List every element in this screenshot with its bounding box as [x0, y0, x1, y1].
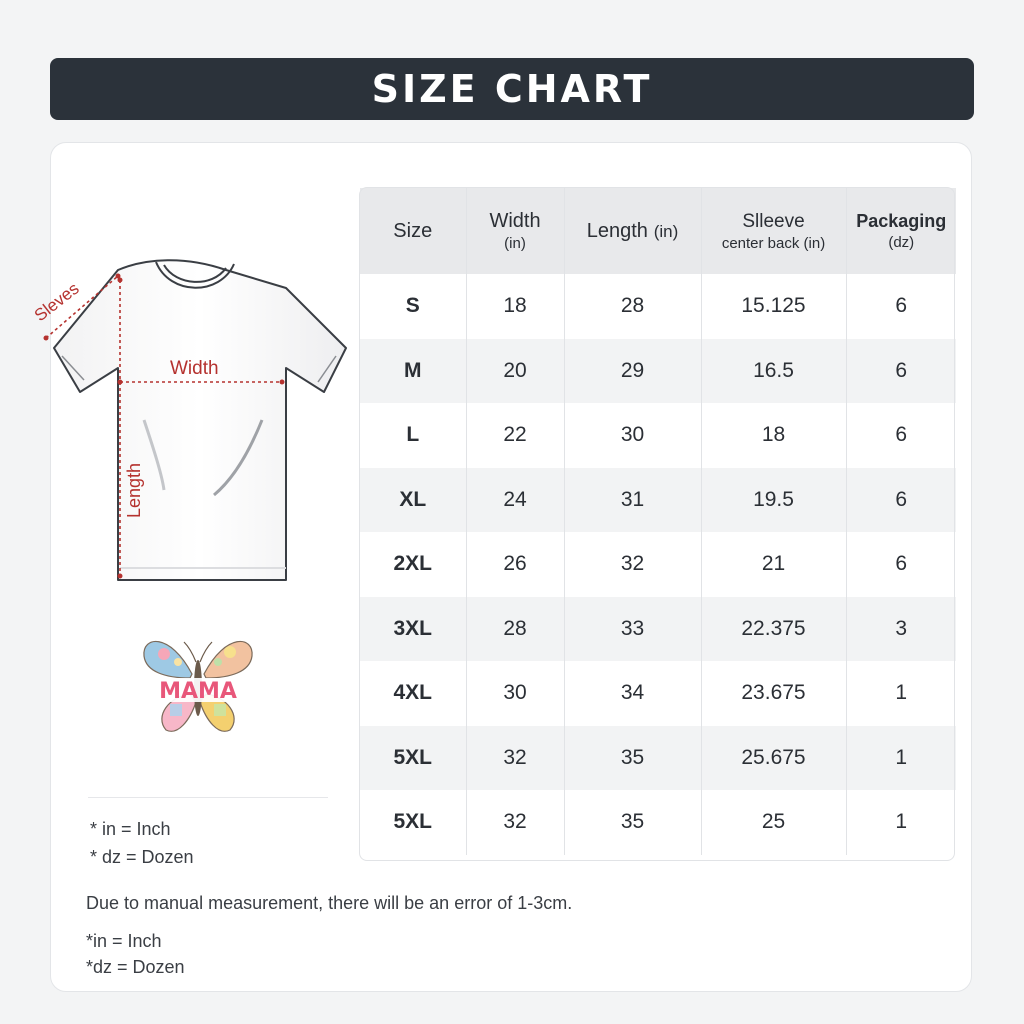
cell-length: 30 [564, 403, 701, 468]
cell-sleeve: 15.125 [701, 274, 846, 339]
cell-length: 32 [564, 532, 701, 597]
cell-packaging: 6 [895, 552, 908, 576]
page-title: SIZE CHART [371, 67, 653, 111]
cell-packaging: 1 [895, 681, 908, 705]
unit-legend [90, 815, 194, 871]
cell-packaging: 6 [895, 358, 908, 382]
header-packaging: Packaging (dz) [856, 211, 947, 251]
cell-sleeve: 21 [701, 532, 846, 597]
header-size: Size [360, 188, 466, 274]
header-sleeve: Slleeve center back (in) [701, 188, 846, 274]
cell-size: M [360, 339, 466, 404]
cell-packaging: 6 [895, 294, 908, 318]
cell-width: 22 [466, 403, 564, 468]
cell-sleeve: 18 [701, 403, 846, 468]
table-row [360, 403, 956, 468]
header-length: Length (in) [564, 188, 701, 274]
table-row [360, 726, 956, 791]
cell-width: 24 [466, 468, 564, 533]
mama-butterfly-logo [140, 632, 256, 736]
width-label: Width [170, 358, 219, 379]
cell-packaging: 6 [895, 423, 908, 447]
unit-note-inch: * in = Inch [90, 819, 171, 839]
footnote-dozen: *dz = Dozen [86, 957, 185, 977]
cell-length: 28 [564, 274, 701, 339]
table-row [360, 274, 956, 339]
cell-size: L [360, 403, 466, 468]
cell-packaging: 1 [895, 810, 908, 834]
table-row [360, 790, 956, 855]
cell-sleeve: 25 [701, 790, 846, 855]
cell-size: 3XL [360, 597, 466, 662]
title-bar [50, 58, 974, 120]
unit-note-dozen: * dz = Dozen [90, 847, 194, 867]
cell-sleeve: 16.5 [701, 339, 846, 404]
cell-packaging: 1 [895, 745, 908, 769]
cell-width: 18 [466, 274, 564, 339]
cell-sleeve: 25.675 [701, 726, 846, 791]
cell-packaging: 6 [895, 487, 908, 511]
cell-size: 4XL [360, 661, 466, 726]
tshirt-diagram [30, 250, 356, 595]
cell-length: 35 [564, 726, 701, 791]
cell-sleeve: 22.375 [701, 597, 846, 662]
tshirt-body [54, 260, 346, 580]
cell-size: 5XL [360, 726, 466, 791]
cell-size: XL [360, 468, 466, 533]
table-row [360, 661, 956, 726]
measurement-notes [86, 890, 572, 980]
mama-logo-text: MAMA [159, 679, 237, 704]
cell-width: 32 [466, 790, 564, 855]
table-header-row [360, 188, 956, 274]
table-row [360, 339, 956, 404]
notes-divider [88, 797, 328, 798]
cell-length: 34 [564, 661, 701, 726]
footnote-inch: *in = Inch [86, 931, 162, 951]
cell-width: 20 [466, 339, 564, 404]
measurement-disclaimer: Due to manual measurement, there will be an error of 1-3cm. [86, 893, 573, 913]
cell-width: 30 [466, 661, 564, 726]
cell-size: 5XL [360, 790, 466, 855]
header-width: Width (in) [466, 188, 564, 274]
table-row [360, 468, 956, 533]
cell-sleeve: 19.5 [701, 468, 846, 533]
length-label: Length [124, 462, 144, 518]
cell-size: 2XL [360, 532, 466, 597]
table-row [360, 597, 956, 662]
cell-width: 28 [466, 597, 564, 662]
size-table [360, 188, 956, 855]
cell-packaging: 3 [895, 616, 908, 640]
cell-length: 33 [564, 597, 701, 662]
cell-size: S [360, 274, 466, 339]
cell-length: 31 [564, 468, 701, 533]
cell-width: 26 [466, 532, 564, 597]
cell-width: 32 [466, 726, 564, 791]
sleeves-label: Sleves [30, 278, 83, 326]
cell-length: 35 [564, 790, 701, 855]
table-row [360, 532, 956, 597]
cell-sleeve: 23.675 [701, 661, 846, 726]
cell-length: 29 [564, 339, 701, 404]
